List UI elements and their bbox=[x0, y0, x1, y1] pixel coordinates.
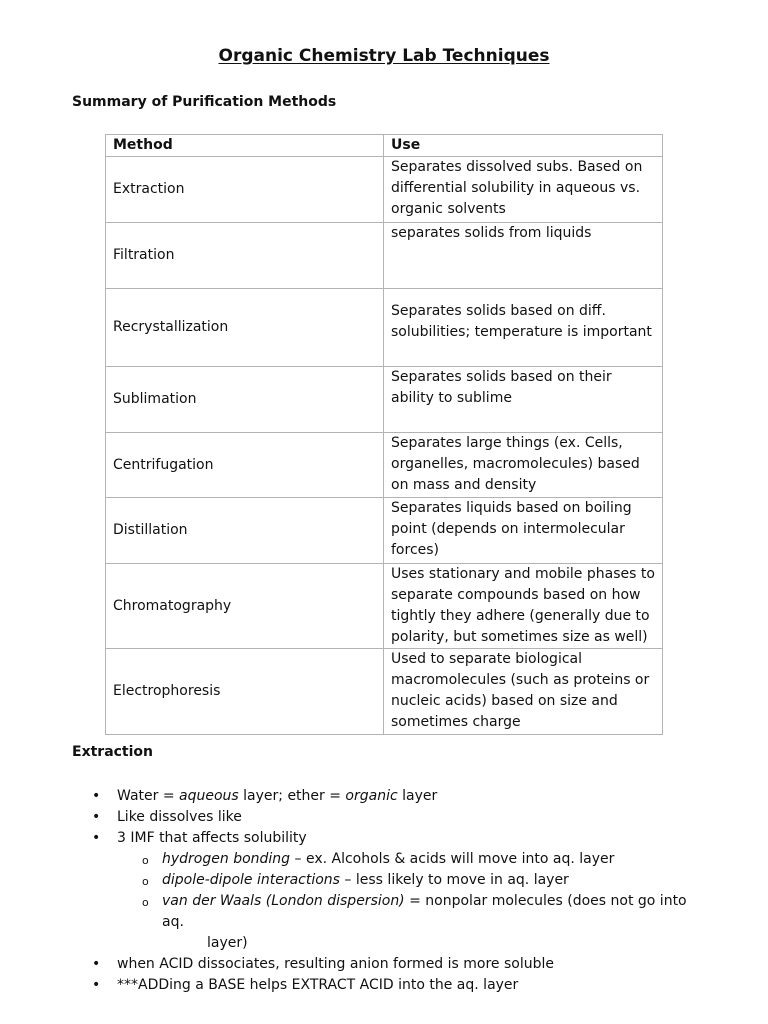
use-cell: Separates solids based on diff. solubilities; temperature is important bbox=[384, 289, 663, 367]
bullet-text: layer; ether = bbox=[238, 788, 346, 804]
bullet-text: Like dissolves like bbox=[117, 809, 242, 825]
use-cell: Used to separate biological macromolecules (such as proteins or nucleic acids) based on size and sometimes charge bbox=[384, 649, 663, 735]
method-cell: Distillation bbox=[106, 498, 384, 564]
bullet-text: Water = bbox=[117, 788, 180, 804]
list-item bbox=[72, 807, 712, 828]
list-item bbox=[72, 828, 712, 954]
sub-list-item bbox=[117, 849, 712, 870]
table-row bbox=[106, 649, 663, 735]
sub-item-text: = nonpolar molecules (does not go into aq. bbox=[162, 893, 687, 930]
column-header-method: Method bbox=[106, 135, 384, 157]
table-row bbox=[106, 289, 663, 367]
method-cell: Extraction bbox=[106, 157, 384, 223]
table-row bbox=[106, 498, 663, 564]
table-row bbox=[106, 223, 663, 289]
bullet-text: ***ADDing a BASE helps EXTRACT ACID into the aq. layer bbox=[117, 977, 519, 993]
use-cell: Separates solids based on their ability to sublime bbox=[384, 367, 663, 433]
table-row bbox=[106, 157, 663, 223]
purification-methods-table bbox=[105, 134, 663, 735]
column-header-use: Use bbox=[384, 135, 663, 157]
table-row bbox=[106, 433, 663, 498]
use-cell: Separates dissolved subs. Based on differential solubility in aqueous vs. organic solvents bbox=[384, 157, 663, 223]
list-item bbox=[72, 786, 712, 807]
sub-item-term: dipole-dipole interactions bbox=[162, 872, 340, 888]
method-cell: Electrophoresis bbox=[106, 649, 384, 735]
list-item bbox=[72, 975, 712, 996]
method-cell: Chromatography bbox=[106, 564, 384, 649]
method-cell: Sublimation bbox=[106, 367, 384, 433]
sub-item-text: – ex. Alcohols & acids will move into aq. layer bbox=[290, 851, 615, 867]
sub-list-item bbox=[117, 870, 712, 891]
use-cell: Uses stationary and mobile phases to separate compounds based on how tightly they adhere (generally due to polarity, but sometimes size as well) bbox=[384, 564, 663, 649]
table-row bbox=[106, 367, 663, 433]
summary-heading: Summary of Purification Methods bbox=[72, 94, 337, 110]
method-cell: Filtration bbox=[106, 223, 384, 289]
bullet-emphasis: aqueous bbox=[179, 788, 239, 804]
bullet-text: when ACID dissociates, resulting anion formed is more soluble bbox=[117, 956, 555, 972]
use-cell: separates solids from liquids bbox=[384, 223, 663, 289]
imf-sub-list bbox=[117, 849, 712, 954]
table-header-row bbox=[106, 135, 663, 157]
sub-list-item bbox=[117, 891, 712, 954]
bullet-emphasis: organic bbox=[345, 788, 398, 804]
use-cell: Separates large things (ex. Cells, organelles, macromolecules) based on mass and density bbox=[384, 433, 663, 498]
sub-item-term: van der Waals (London dispersion) bbox=[162, 893, 405, 909]
list-item bbox=[72, 954, 712, 975]
extraction-heading: Extraction bbox=[72, 744, 154, 760]
bullet-text: layer bbox=[397, 788, 438, 804]
sub-item-text: – less likely to move in aq. layer bbox=[339, 872, 569, 888]
extraction-bullet-list bbox=[72, 786, 712, 996]
use-cell: Separates liquids based on boiling point (depends on intermolecular forces) bbox=[384, 498, 663, 564]
table-row bbox=[106, 564, 663, 649]
sub-item-continuation: layer) bbox=[207, 935, 248, 951]
method-cell: Recrystallization bbox=[106, 289, 384, 367]
bullet-text: 3 IMF that affects solubility bbox=[117, 830, 307, 846]
sub-item-term: hydrogen bonding bbox=[162, 851, 291, 867]
method-cell: Centrifugation bbox=[106, 433, 384, 498]
document-title: Organic Chemistry Lab Techniques bbox=[218, 46, 550, 66]
